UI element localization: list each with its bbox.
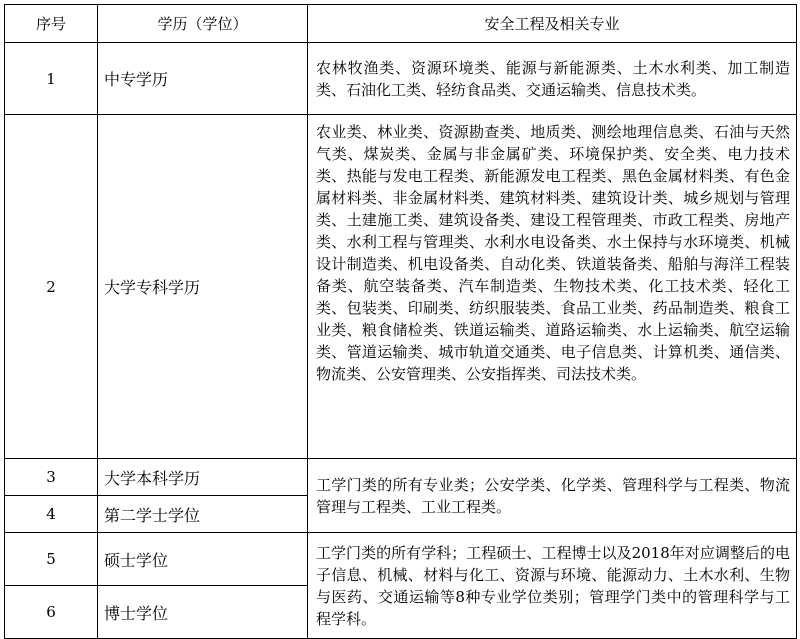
row-majors: 农业类、林业类、资源勘查类、地质类、测绘地理信息类、石油与天然气类、煤炭类、金属与非金属矿类、环境保护类、安全类、电力技术类、热能与发电工程类、新能源发电工程类、黑色金属材料类、有色金属材料类、非金属材料类、建筑材料类、建筑设计类、城乡规划与管理类、土建施工类、建筑设备类、建设工程管理类、市政工程类、房地产类、水利工程与管理类、水利水电设备类、水土保持与水环境类、机械设计制造类、机电设备类、自动化类、铁道装备类、船舶与海洋工程装备类、航空装备类、汽车制造类、生物技术类、化工技术类、轻化工类、包装类、印刷类、纺织服装类、食品工业类、药品制造类、粮食工业类、粮食储检类、铁道运输类、道路运输类、水上运输类、航空运输类、管道运输类、城市轨道交通类、电子信息类、计算机类、通信类、物流类、公安管理类、公安指挥类、司法技术类。 (308, 115, 797, 459)
header-no: 序号 (5, 5, 98, 43)
safety-engineering-majors-table (4, 4, 797, 639)
table-row (5, 115, 797, 459)
header-degree: 学历（学位） (98, 5, 308, 43)
row-degree: 博士学位 (98, 586, 308, 639)
header-row (5, 5, 797, 43)
row-degree: 硕士学位 (98, 533, 308, 586)
row-no: 5 (5, 533, 98, 586)
row-majors: 农林牧渔类、资源环境类、能源与新能源类、土木水利类、加工制造类、石油化工类、轻纺食品类、交通运输类、信息技术类。 (308, 43, 797, 115)
bachelor-majors-cell: 工学门类的所有专业类；公安学类、化学类、管理科学与工程类、物流管理与工程类、工业工程类。 (308, 459, 797, 533)
row-no: 4 (5, 496, 98, 533)
row-degree: 第二学士学位 (98, 496, 308, 533)
table-row (5, 43, 797, 115)
row-no: 2 (5, 115, 98, 459)
table-row (5, 533, 797, 586)
row-no: 3 (5, 459, 98, 496)
graduate-majors-cell: 工学门类的所有学科；工程硕士、工程博士以及2018年对应调整后的电子信息、机械、材料与化工、资源与环境、能源动力、土木水利、生物与医药、交通运输等8种专业学位类别；管理学门类中的管理科学与工程学科。 (308, 533, 797, 639)
row-no: 1 (5, 43, 98, 115)
row-no: 6 (5, 586, 98, 639)
table-row (5, 459, 797, 496)
row-degree: 中专学历 (98, 43, 308, 115)
row-degree: 大学本科学历 (98, 459, 308, 496)
row-degree: 大学专科学历 (98, 115, 308, 459)
header-major: 安全工程及相关专业 (308, 5, 797, 43)
